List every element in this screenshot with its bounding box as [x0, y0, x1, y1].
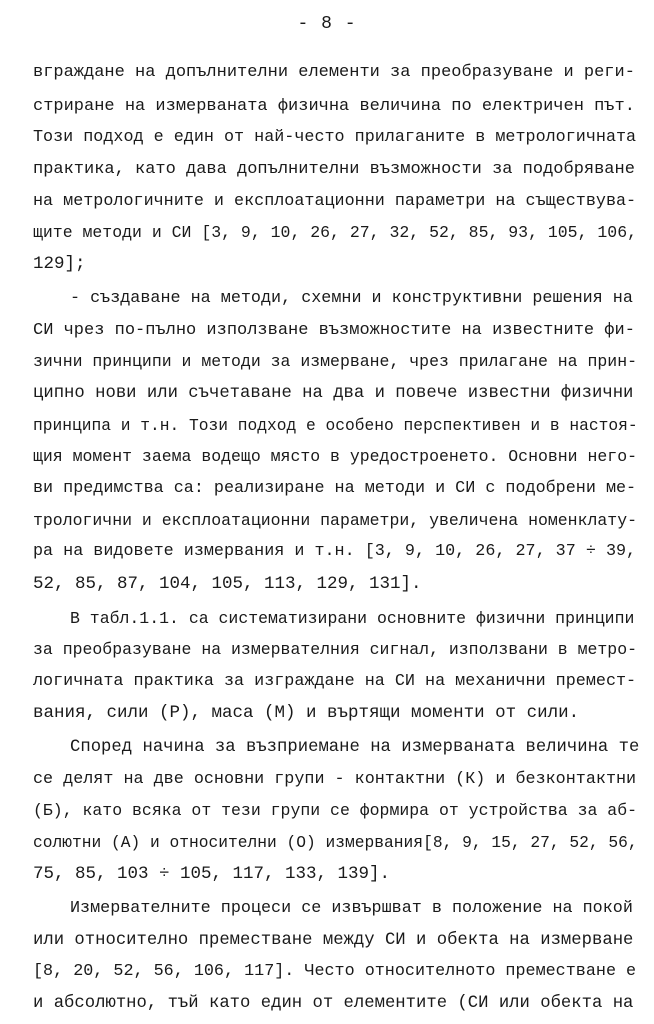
- text-line: солютни (А) и относителни (О) измервания[8, 9, 15, 27, 52, 56,: [33, 833, 638, 852]
- text-line: ра на видовете измервания и т.н. [3, 9, 10, 26, 27, 37 ÷ 39,: [33, 542, 637, 561]
- text-line: 129];: [33, 254, 86, 274]
- text-line: щите методи и СИ [3, 9, 10, 26, 27, 32, 52, 85, 93, 105, 106,: [33, 223, 637, 242]
- text-line: зични принципи и методи за измерване, чрез прилагане на прин-: [33, 352, 637, 371]
- text-line: щия момент заема водещо място в уредостроенето. Основни него-: [33, 447, 637, 466]
- text-line: - създаване на методи, схемни и конструктивни решения на: [70, 289, 633, 308]
- text-line: ви предимства са: реализиране на методи и СИ с подобрени ме-: [33, 479, 637, 498]
- text-line: се делят на две основни групи - контактни (К) и безконтактни: [33, 770, 637, 789]
- text-line: 75, 85, 103 ÷ 105, 117, 133, 139].: [33, 864, 391, 884]
- text-line: 52, 85, 87, 104, 105, 113, 129, 131].: [33, 574, 422, 594]
- text-line: практика, като дава допълнителни възможности за подобряване: [33, 160, 635, 179]
- text-line: и абсолютно, тъй като един от елементите (СИ или обекта на: [33, 994, 634, 1013]
- text-line: СИ чрез по-пълно използване възможностите на известните фи-: [33, 321, 635, 340]
- text-line: В табл.1.1. са систематизирани основните физични принципи: [70, 609, 635, 628]
- text-line: Този подход е един от най-често прилаганите в метрологичната: [33, 128, 637, 147]
- text-line: вания, сили (Р), маса (М) и въртящи моменти от сили.: [33, 703, 580, 723]
- text-line: принципа и т.н. Този подход е особено перспективен и в настоя-: [33, 416, 638, 435]
- text-line: ципно нови или съчетаване на два и повече известни физични: [33, 384, 634, 403]
- text-line: стриране на измерваната физична величина по електричен път.: [33, 97, 635, 116]
- text-line: за преобразуване на измервателния сигнал, използвани в метро-: [33, 640, 637, 659]
- text-line: вграждане на допълнителни елементи за преобразуване и реги-: [33, 63, 635, 82]
- text-line: или относително преместване между СИ и обекта на измерване: [33, 931, 634, 950]
- text-line: Според начина за възприемане на измерваната величина те: [70, 738, 640, 757]
- text-line: (Б), като всяка от тези групи се формира от устройства за аб-: [33, 801, 637, 820]
- text-line: [8, 20, 52, 56, 106, 117]. Често относителното преместване е: [33, 962, 637, 981]
- text-line: на метрологичните и експлоатационни параметри на съществува-: [33, 192, 637, 211]
- text-line: логичната практика за изграждане на СИ на механични премест-: [33, 672, 637, 691]
- page-number: - 8 -: [297, 14, 357, 34]
- text-line: трологични и експлоатационни параметри, увеличена номенклату-: [33, 511, 637, 530]
- text-line: Измервателните процеси се извършват в положение на покой: [70, 899, 633, 918]
